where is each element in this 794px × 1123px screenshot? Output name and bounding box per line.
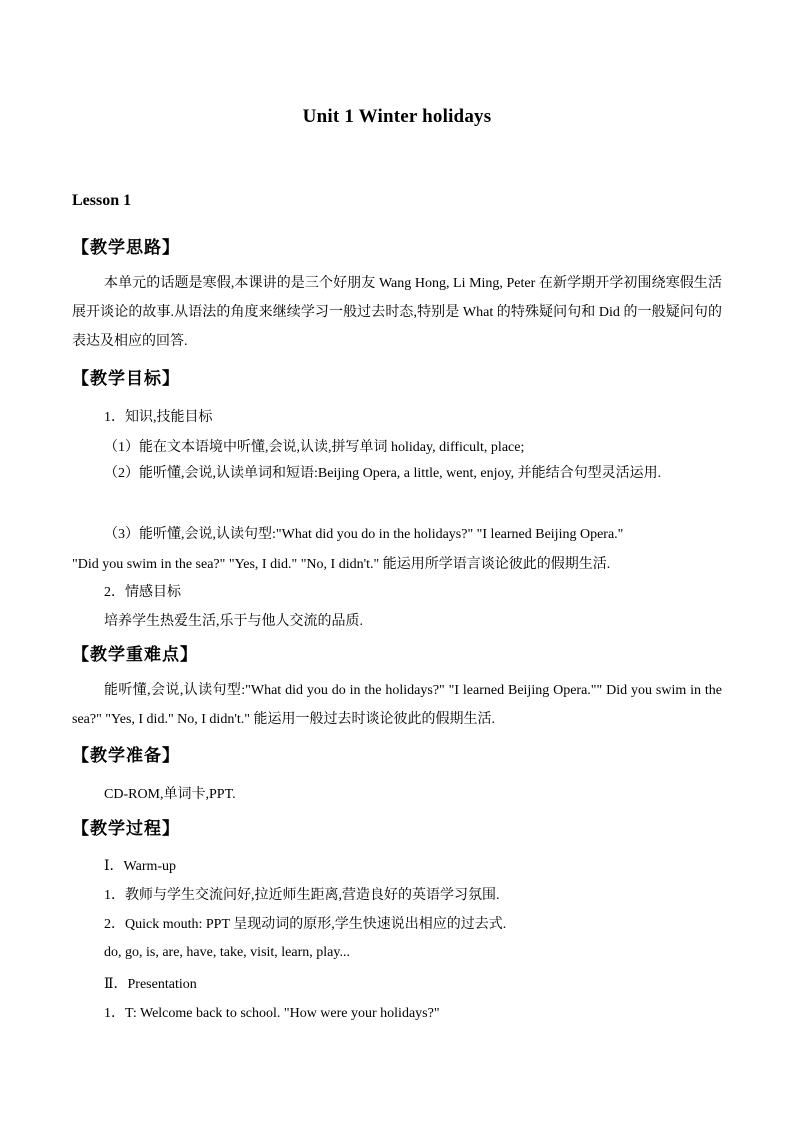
section-heading-process: 【教学过程】 — [72, 819, 180, 839]
process-warmup-item-1: 1．教师与学生交流问好,拉近师生距离,营造良好的英语学习氛围. — [104, 888, 500, 903]
goal-subitem-3b: "Did you swim in the sea?" "Yes, I did." "No, I didn't." 能运用所学语言谈论彼此的假期生活. — [72, 557, 611, 572]
goal-emotion-text: 培养学生热爱生活,乐于与他人交流的品质. — [104, 614, 363, 629]
process-step-warmup: Ⅰ．Warm-up — [104, 859, 177, 874]
process-warmup-item-2: 2．Quick mouth: PPT 呈现动词的原形,学生快速说出相应的过去式. — [104, 917, 507, 932]
section-heading-preparation: 【教学准备】 — [72, 746, 180, 766]
goal-item-knowledge: 1．知识,技能目标 — [104, 410, 213, 425]
section-heading-keypoints: 【教学重难点】 — [72, 645, 198, 665]
section-heading-thinking: 【教学思路】 — [72, 238, 180, 258]
process-step-presentation: Ⅱ．Presentation — [104, 977, 197, 992]
preparation-text: CD-ROM,单词卡,PPT. — [104, 787, 236, 802]
process-warmup-words: do, go, is, are, have, take, visit, learn, play... — [104, 945, 350, 960]
goal-subitem-3a: （3）能听懂,会说,认读句型:"What did you do in the holidays?" "I learned Beijing Opera." — [104, 527, 624, 542]
lesson-label: Lesson 1 — [72, 192, 132, 209]
section-heading-goals: 【教学目标】 — [72, 369, 180, 389]
goal-item-emotion: 2．情感目标 — [104, 585, 181, 600]
process-presentation-item-1: 1．T: Welcome back to school. "How were your holidays?" — [104, 1006, 440, 1021]
thinking-paragraph: 本单元的话题是寒假,本课讲的是三个好朋友 Wang Hong, Li Ming, Peter 在新学期开学初围绕寒假生活展开谈论的故事.从语法的角度来继续学习一般过去时态,特别是 What 的特殊疑问句和 Did 的一般疑问句的表达及相应的回答. — [72, 276, 722, 349]
document-title: Unit 1 Winter holidays — [302, 106, 492, 127]
keypoints-paragraph: 能听懂,会说,认读句型:"What did you do in the holidays?" "I learned Beijing Opera."" Did you swim in the sea?" "Yes, I did." No, I didn't." 能运用一般过去时谈论彼此的假期生活. — [72, 683, 722, 727]
goal-subitem-1: （1）能在文本语境中听懂,会说,认读,拼写单词 holiday, difficult, place; — [104, 440, 525, 455]
goal-subitem-2: （2）能听懂,会说,认读单词和短语:Beijing Opera, a little, went, enjoy, 并能结合句型灵活运用. — [104, 466, 662, 481]
